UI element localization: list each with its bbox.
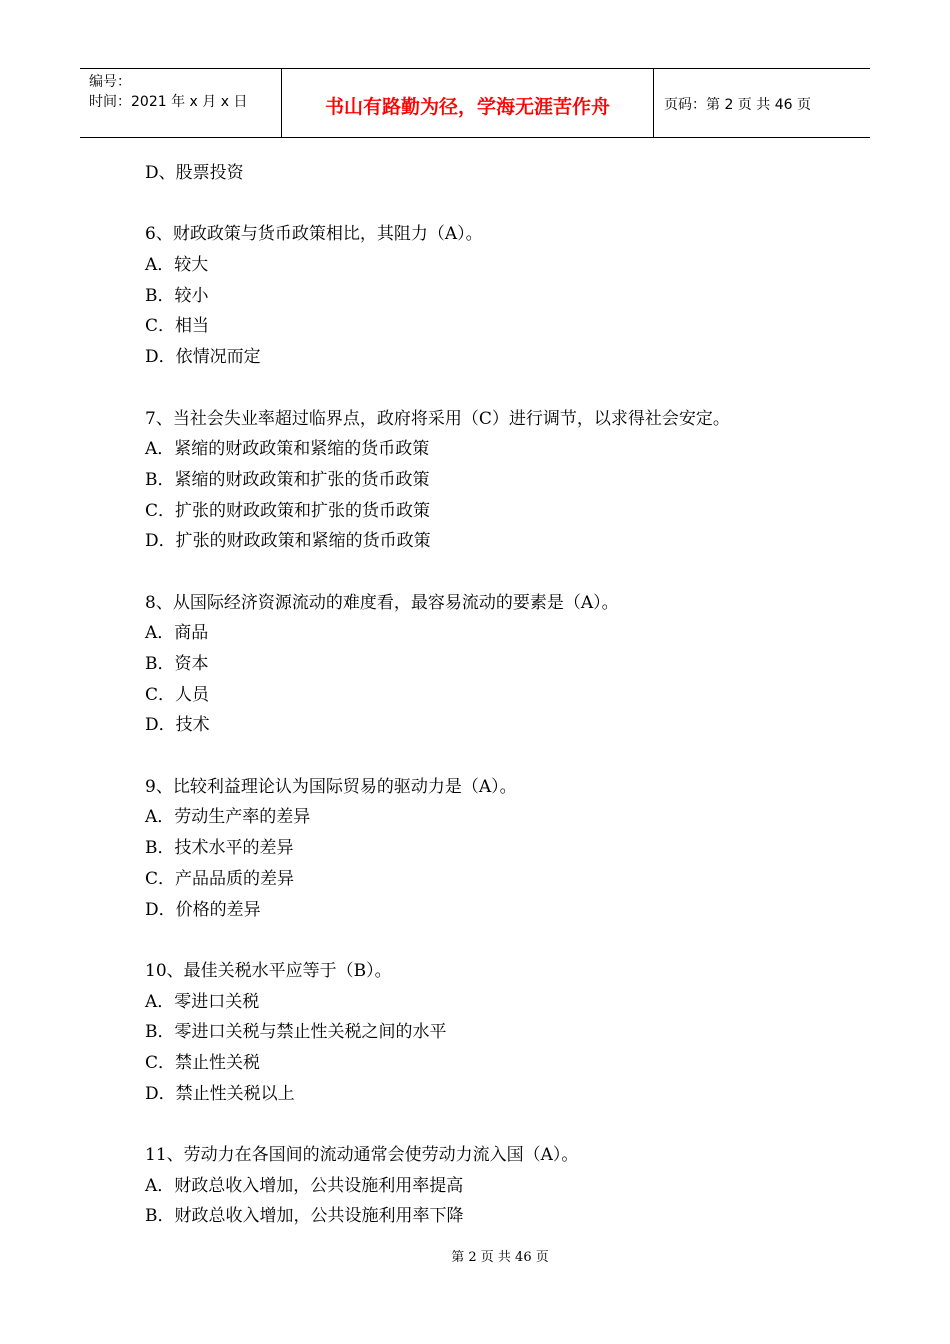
question-block [145,1140,845,1232]
page-header [80,68,870,138]
spacer [145,1109,845,1140]
answer-option: C．人员 [145,684,210,705]
header-info-cell [80,69,281,137]
answer-option: D．禁止性关税以上 [145,1083,295,1104]
footer-page-number: 第 2 页 共 46 页 [451,1250,549,1265]
spacer [145,373,845,404]
answer-option: A．财政总收入增加，公共设施利用率提高 [145,1175,464,1196]
question-block [145,772,845,925]
question-stem: 6、财政政策与货币政策相比，其阻力（A）。 [145,224,483,245]
header-motto-cell [281,69,654,137]
answer-option: A．劳动生产率的差异 [145,807,311,828]
answer-option: C．产品品质的差异 [145,868,295,889]
header-page-label: 页码：第 2 页 共 46 页 [664,97,811,113]
question-stem: 11、劳动力在各国间的流动通常会使劳动力流入国（A）。 [145,1145,579,1165]
question-block [145,219,845,372]
document-number-label: 编号： [89,74,131,90]
answer-option: C．相当 [145,316,210,337]
answer-option: C．扩张的财政政策和扩张的货币政策 [145,500,431,521]
answer-option: B．资本 [145,654,209,674]
answer-option: D．依情况而定 [145,347,261,368]
answer-option: B．技术水平的差异 [145,838,294,859]
header-page-cell [654,69,870,137]
answer-option: D．扩张的财政政策和紧缩的货币政策 [145,531,431,552]
answer-option: C．禁止性关税 [145,1052,261,1073]
question-block [145,956,845,1109]
answer-option: B．财政总收入增加，公共设施利用率下降 [145,1206,464,1227]
answer-option: D．技术 [145,715,210,736]
answer-option: A．紧缩的财政政策和紧缩的货币政策 [145,439,430,460]
document-time-label: 时间：2021 年 x 月 x 日 [89,94,248,110]
page-footer [0,1246,950,1265]
header-motto: 书山有路勤为径，学海无涯苦作舟 [324,95,610,118]
answer-option: B．零进口关税与禁止性关税之间的水平 [145,1022,447,1043]
spacer [145,925,845,956]
document-body [145,158,845,1232]
question-block [145,404,845,557]
question-block [145,588,845,741]
spacer [145,557,845,588]
answer-option: D．价格的差异 [145,899,261,920]
question-stem: 10、最佳关税水平应等于（B）。 [145,960,392,981]
spacer [145,741,845,772]
answer-option: B．较小 [145,285,209,306]
spacer [145,189,845,220]
question-stem: 7、当社会失业率超过临界点，政府将采用（C）进行调节，以求得社会安定。 [145,408,730,429]
question-stem: 8、从国际经济资源流动的难度看，最容易流动的要素是（A）。 [145,592,619,613]
question-stem: 9、比较利益理论认为国际贸易的驱动力是（A）。 [145,776,517,797]
answer-option: B．紧缩的财政政策和扩张的货币政策 [145,469,430,490]
answer-option: A．商品 [145,623,209,644]
answer-option: A．零进口关税 [145,991,260,1012]
answer-option: A．较大 [145,255,209,276]
lead-option-line: D、股票投资 [145,163,244,183]
